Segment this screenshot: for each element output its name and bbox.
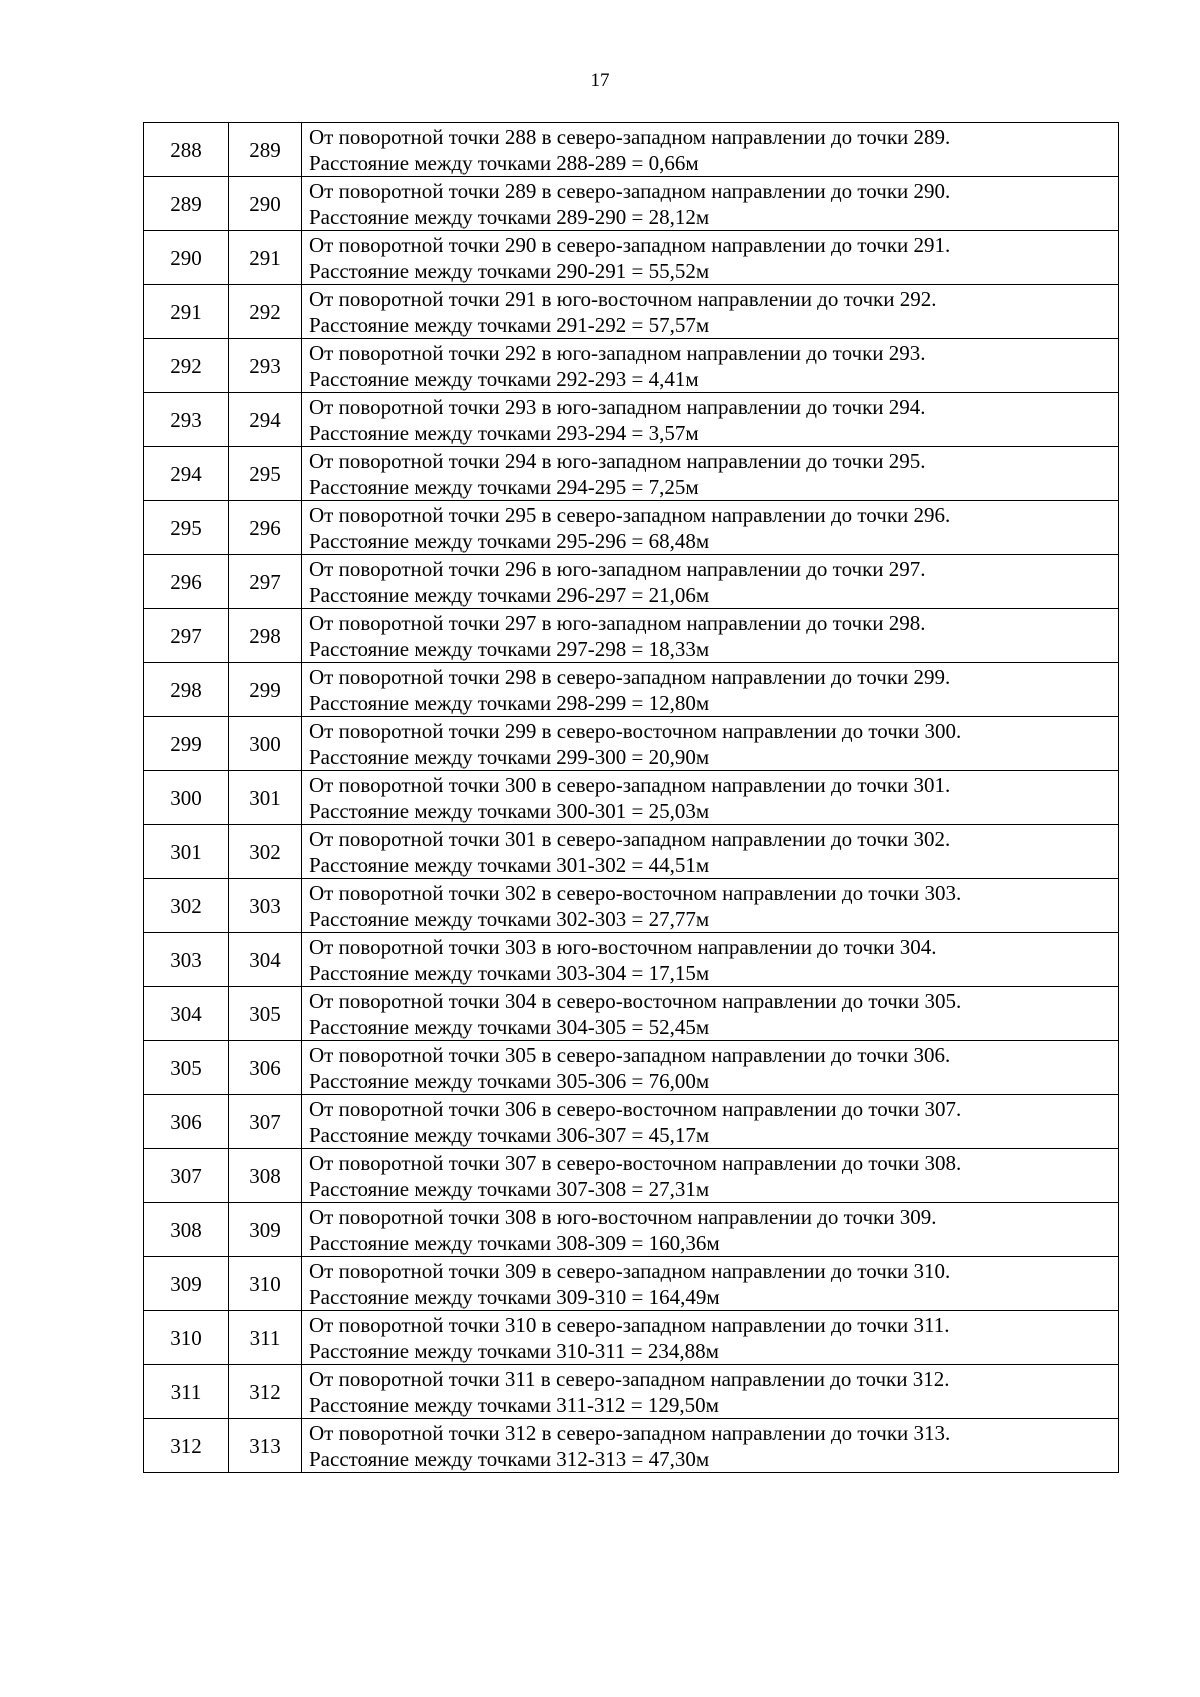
to-point-cell: 311 bbox=[229, 1311, 302, 1365]
to-point-cell: 301 bbox=[229, 771, 302, 825]
from-point-cell: 294 bbox=[144, 447, 229, 501]
to-point-cell: 289 bbox=[229, 123, 302, 177]
distance-text: Расстояние между точками 288-289 = 0,66м bbox=[309, 150, 699, 175]
distance-text: Расстояние между точками 298-299 = 12,80м bbox=[309, 690, 710, 715]
to-point-cell: 309 bbox=[229, 1203, 302, 1257]
direction-text: От поворотной точки 307 в северо-восточном направлении до точки 308. bbox=[309, 1150, 962, 1175]
table-row bbox=[144, 285, 1119, 339]
table-body bbox=[144, 123, 1119, 1473]
table-row bbox=[144, 123, 1119, 177]
direction-text: От поворотной точки 290 в северо-западном направлении до точки 291. bbox=[309, 232, 951, 257]
table-row bbox=[144, 393, 1119, 447]
to-point-cell: 291 bbox=[229, 231, 302, 285]
description-cell bbox=[302, 825, 1119, 879]
distance-text: Расстояние между точками 294-295 = 7,25м bbox=[309, 474, 699, 499]
table-row bbox=[144, 447, 1119, 501]
description-cell bbox=[302, 447, 1119, 501]
page-number: 17 bbox=[590, 70, 610, 91]
table-row bbox=[144, 555, 1119, 609]
direction-text: От поворотной точки 308 в юго-восточном направлении до точки 309. bbox=[309, 1204, 937, 1229]
description-cell bbox=[302, 285, 1119, 339]
table-row bbox=[144, 231, 1119, 285]
to-point-cell: 312 bbox=[229, 1365, 302, 1419]
distance-text: Расстояние между точками 306-307 = 45,17м bbox=[309, 1122, 710, 1147]
description-cell bbox=[302, 1203, 1119, 1257]
direction-text: От поворотной точки 303 в юго-восточном направлении до точки 304. bbox=[309, 934, 937, 959]
table-row bbox=[144, 771, 1119, 825]
to-point-cell: 294 bbox=[229, 393, 302, 447]
description-cell bbox=[302, 987, 1119, 1041]
boundary-points-table bbox=[143, 122, 1119, 1473]
distance-text: Расстояние между точками 302-303 = 27,77м bbox=[309, 906, 710, 931]
direction-text: От поворотной точки 293 в юго-западном направлении до точки 294. bbox=[309, 394, 926, 419]
to-point-cell: 310 bbox=[229, 1257, 302, 1311]
description-cell bbox=[302, 555, 1119, 609]
to-point-cell: 292 bbox=[229, 285, 302, 339]
distance-text: Расстояние между точками 296-297 = 21,06м bbox=[309, 582, 710, 607]
description-cell bbox=[302, 1311, 1119, 1365]
table-row bbox=[144, 987, 1119, 1041]
from-point-cell: 295 bbox=[144, 501, 229, 555]
table-row bbox=[144, 1203, 1119, 1257]
distance-text: Расстояние между точками 291-292 = 57,57м bbox=[309, 312, 710, 337]
from-point-cell: 311 bbox=[144, 1365, 229, 1419]
description-cell bbox=[302, 1095, 1119, 1149]
description-cell bbox=[302, 1257, 1119, 1311]
to-point-cell: 299 bbox=[229, 663, 302, 717]
description-cell bbox=[302, 1365, 1119, 1419]
direction-text: От поворотной точки 295 в северо-западном направлении до точки 296. bbox=[309, 502, 951, 527]
from-point-cell: 310 bbox=[144, 1311, 229, 1365]
from-point-cell: 299 bbox=[144, 717, 229, 771]
to-point-cell: 296 bbox=[229, 501, 302, 555]
from-point-cell: 303 bbox=[144, 933, 229, 987]
distance-text: Расстояние между точками 300-301 = 25,03м bbox=[309, 798, 710, 823]
description-cell bbox=[302, 879, 1119, 933]
direction-text: От поворотной точки 297 в юго-западном направлении до точки 298. bbox=[309, 610, 926, 635]
distance-text: Расстояние между точками 293-294 = 3,57м bbox=[309, 420, 699, 445]
to-point-cell: 305 bbox=[229, 987, 302, 1041]
table-row bbox=[144, 1095, 1119, 1149]
distance-text: Расстояние между точками 312-313 = 47,30м bbox=[309, 1446, 710, 1471]
distance-text: Расстояние между точками 301-302 = 44,51м bbox=[309, 852, 710, 877]
description-cell bbox=[302, 609, 1119, 663]
from-point-cell: 296 bbox=[144, 555, 229, 609]
distance-text: Расстояние между точками 310-311 = 234,88м bbox=[309, 1338, 719, 1363]
from-point-cell: 292 bbox=[144, 339, 229, 393]
to-point-cell: 307 bbox=[229, 1095, 302, 1149]
description-cell bbox=[302, 1419, 1119, 1473]
table-row bbox=[144, 933, 1119, 987]
from-point-cell: 304 bbox=[144, 987, 229, 1041]
table-row bbox=[144, 1149, 1119, 1203]
description-cell bbox=[302, 1041, 1119, 1095]
distance-text: Расстояние между точками 307-308 = 27,31м bbox=[309, 1176, 710, 1201]
direction-text: От поворотной точки 296 в юго-западном направлении до точки 297. bbox=[309, 556, 926, 581]
distance-text: Расстояние между точками 289-290 = 28,12м bbox=[309, 204, 710, 229]
table-row bbox=[144, 177, 1119, 231]
direction-text: От поворотной точки 299 в северо-восточном направлении до точки 300. bbox=[309, 718, 962, 743]
from-point-cell: 290 bbox=[144, 231, 229, 285]
from-point-cell: 300 bbox=[144, 771, 229, 825]
direction-text: От поворотной точки 292 в юго-западном направлении до точки 293. bbox=[309, 340, 926, 365]
from-point-cell: 293 bbox=[144, 393, 229, 447]
from-point-cell: 291 bbox=[144, 285, 229, 339]
distance-text: Расстояние между точками 297-298 = 18,33м bbox=[309, 636, 710, 661]
to-point-cell: 300 bbox=[229, 717, 302, 771]
description-cell bbox=[302, 933, 1119, 987]
distance-text: Расстояние между точками 295-296 = 68,48м bbox=[309, 528, 710, 553]
direction-text: От поворотной точки 305 в северо-западном направлении до точки 306. bbox=[309, 1042, 951, 1067]
description-cell bbox=[302, 393, 1119, 447]
distance-text: Расстояние между точками 290-291 = 55,52м bbox=[309, 258, 710, 283]
direction-text: От поворотной точки 300 в северо-западном направлении до точки 301. bbox=[309, 772, 951, 797]
table-row bbox=[144, 879, 1119, 933]
to-point-cell: 293 bbox=[229, 339, 302, 393]
distance-text: Расстояние между точками 303-304 = 17,15м bbox=[309, 960, 710, 985]
direction-text: От поворотной точки 310 в северо-западном направлении до точки 311. bbox=[309, 1312, 950, 1337]
from-point-cell: 298 bbox=[144, 663, 229, 717]
table-row bbox=[144, 663, 1119, 717]
distance-text: Расстояние между точками 309-310 = 164,49м bbox=[309, 1284, 720, 1309]
from-point-cell: 308 bbox=[144, 1203, 229, 1257]
direction-text: От поворотной точки 309 в северо-западном направлении до точки 310. bbox=[309, 1258, 951, 1283]
table-row bbox=[144, 1041, 1119, 1095]
distance-text: Расстояние между точками 292-293 = 4,41м bbox=[309, 366, 699, 391]
description-cell bbox=[302, 771, 1119, 825]
description-cell bbox=[302, 177, 1119, 231]
description-cell bbox=[302, 231, 1119, 285]
table-row bbox=[144, 339, 1119, 393]
to-point-cell: 295 bbox=[229, 447, 302, 501]
description-cell bbox=[302, 339, 1119, 393]
description-cell bbox=[302, 501, 1119, 555]
to-point-cell: 313 bbox=[229, 1419, 302, 1473]
description-cell bbox=[302, 717, 1119, 771]
table-row bbox=[144, 1257, 1119, 1311]
table-row bbox=[144, 1311, 1119, 1365]
direction-text: От поворотной точки 304 в северо-восточном направлении до точки 305. bbox=[309, 988, 962, 1013]
table-row bbox=[144, 1419, 1119, 1473]
from-point-cell: 301 bbox=[144, 825, 229, 879]
direction-text: От поворотной точки 291 в юго-восточном направлении до точки 292. bbox=[309, 286, 937, 311]
from-point-cell: 302 bbox=[144, 879, 229, 933]
direction-text: От поворотной точки 311 в северо-западном направлении до точки 312. bbox=[309, 1366, 950, 1391]
distance-text: Расстояние между точками 304-305 = 52,45м bbox=[309, 1014, 710, 1039]
to-point-cell: 290 bbox=[229, 177, 302, 231]
table-row bbox=[144, 825, 1119, 879]
to-point-cell: 298 bbox=[229, 609, 302, 663]
to-point-cell: 297 bbox=[229, 555, 302, 609]
description-cell bbox=[302, 123, 1119, 177]
from-point-cell: 297 bbox=[144, 609, 229, 663]
table-row bbox=[144, 1365, 1119, 1419]
table-row bbox=[144, 609, 1119, 663]
from-point-cell: 288 bbox=[144, 123, 229, 177]
direction-text: От поворотной точки 306 в северо-восточном направлении до точки 307. bbox=[309, 1096, 962, 1121]
direction-text: От поворотной точки 301 в северо-западном направлении до точки 302. bbox=[309, 826, 951, 851]
direction-text: От поворотной точки 302 в северо-восточном направлении до точки 303. bbox=[309, 880, 962, 905]
to-point-cell: 304 bbox=[229, 933, 302, 987]
description-cell bbox=[302, 1149, 1119, 1203]
from-point-cell: 306 bbox=[144, 1095, 229, 1149]
to-point-cell: 302 bbox=[229, 825, 302, 879]
table-row bbox=[144, 717, 1119, 771]
to-point-cell: 303 bbox=[229, 879, 302, 933]
direction-text: От поворотной точки 298 в северо-западном направлении до точки 299. bbox=[309, 664, 951, 689]
direction-text: От поворотной точки 288 в северо-западном направлении до точки 289. bbox=[309, 124, 951, 149]
from-point-cell: 307 bbox=[144, 1149, 229, 1203]
from-point-cell: 289 bbox=[144, 177, 229, 231]
description-cell bbox=[302, 663, 1119, 717]
to-point-cell: 306 bbox=[229, 1041, 302, 1095]
from-point-cell: 309 bbox=[144, 1257, 229, 1311]
distance-text: Расстояние между точками 308-309 = 160,36м bbox=[309, 1230, 720, 1255]
direction-text: От поворотной точки 289 в северо-западном направлении до точки 290. bbox=[309, 178, 951, 203]
direction-text: От поворотной точки 294 в юго-западном направлении до точки 295. bbox=[309, 448, 926, 473]
distance-text: Расстояние между точками 305-306 = 76,00м bbox=[309, 1068, 710, 1093]
table-row bbox=[144, 501, 1119, 555]
to-point-cell: 308 bbox=[229, 1149, 302, 1203]
distance-text: Расстояние между точками 299-300 = 20,90м bbox=[309, 744, 710, 769]
from-point-cell: 305 bbox=[144, 1041, 229, 1095]
distance-text: Расстояние между точками 311-312 = 129,50м bbox=[309, 1392, 719, 1417]
direction-text: От поворотной точки 312 в северо-западном направлении до точки 313. bbox=[309, 1420, 951, 1445]
from-point-cell: 312 bbox=[144, 1419, 229, 1473]
